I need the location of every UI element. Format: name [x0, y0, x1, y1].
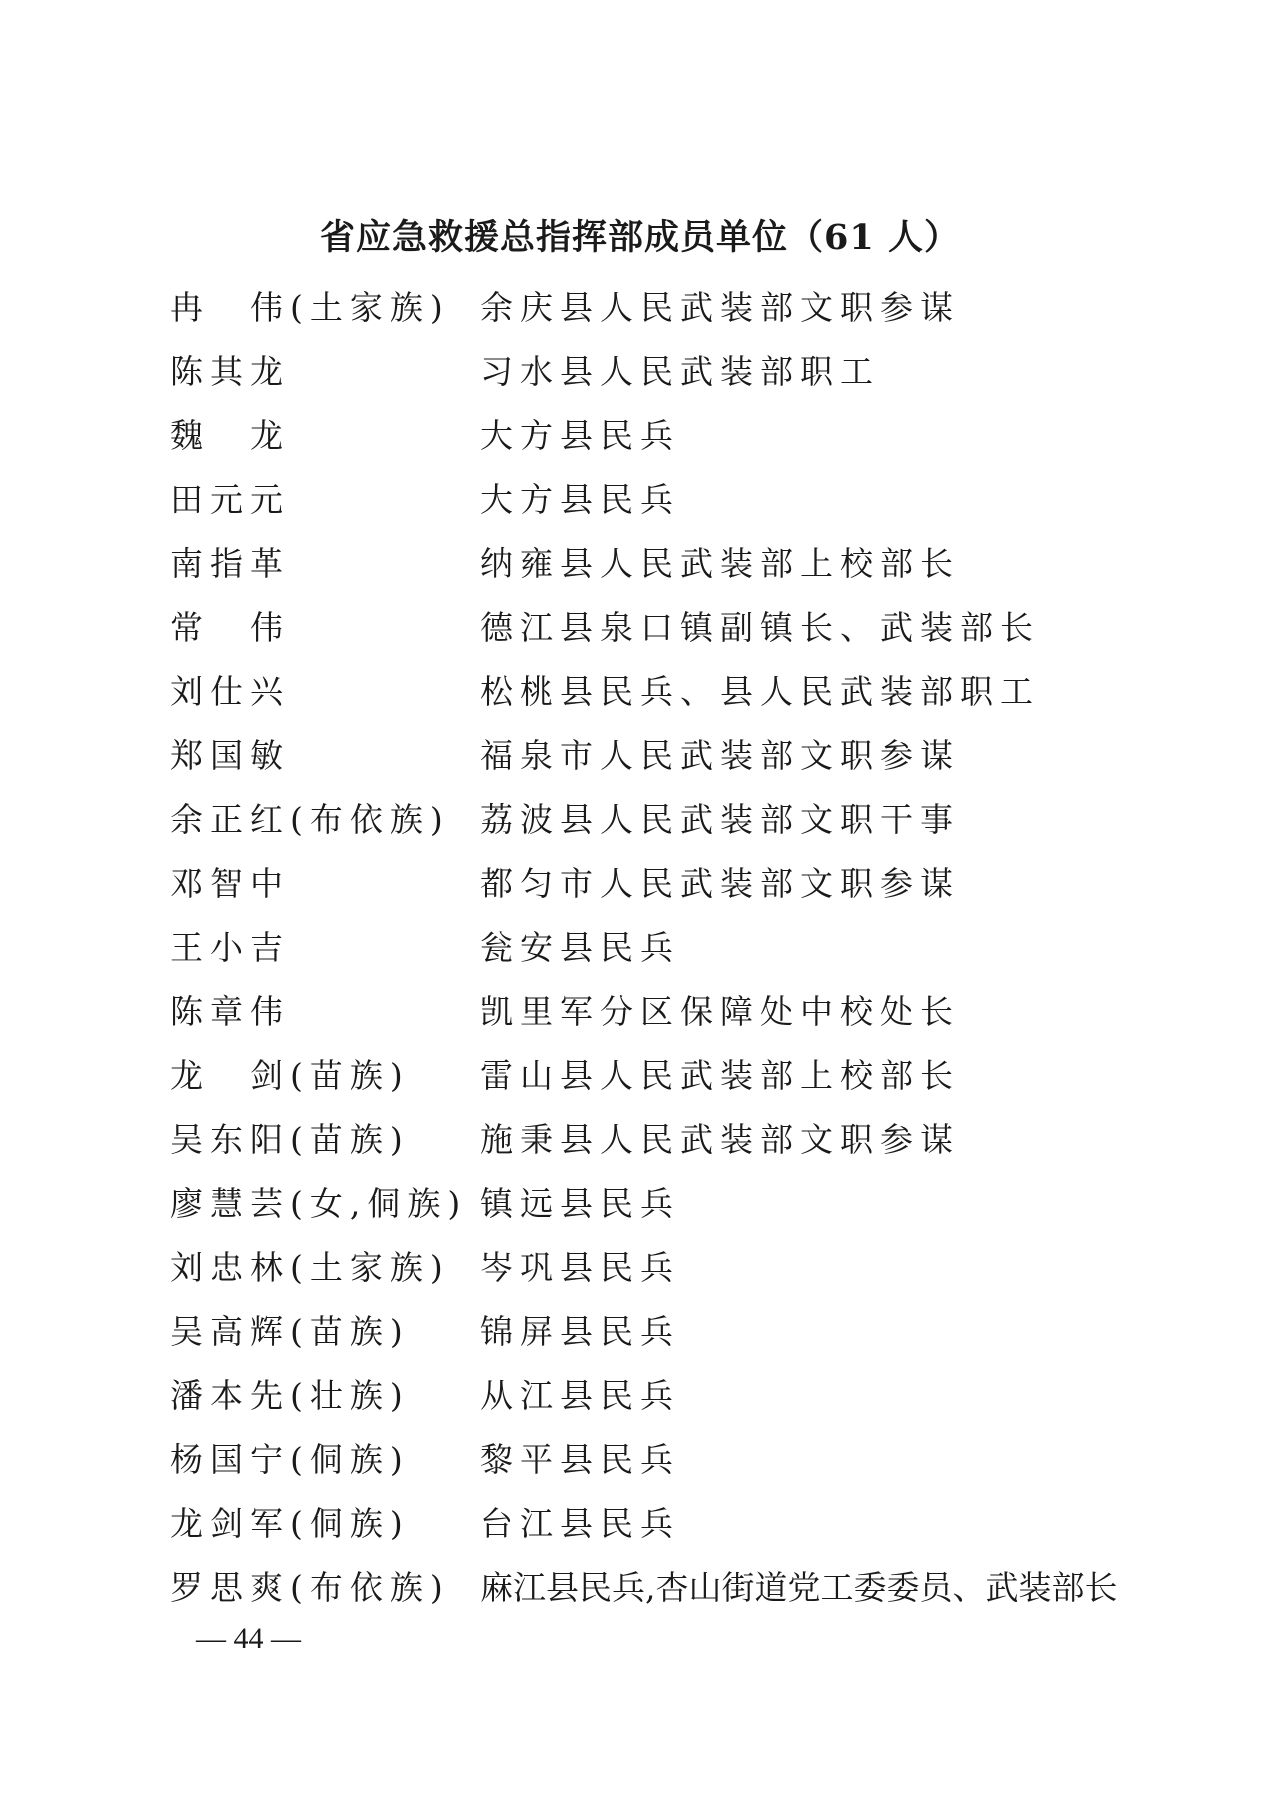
- list-item: [170, 1169, 1230, 1233]
- member-unit: 松桃县民兵、县人民武装部职工: [480, 671, 1040, 711]
- member-unit: 施秉县人民武装部文职参谋: [480, 1119, 960, 1159]
- member-unit: 德江县泉口镇副镇长、武装部长: [480, 607, 1040, 647]
- list-item: [170, 977, 1230, 1041]
- list-item: [170, 401, 1230, 465]
- member-unit: 习水县人民武装部职工: [480, 351, 880, 391]
- list-item: [170, 913, 1230, 977]
- list-item: [170, 337, 1230, 401]
- list-item: [170, 721, 1230, 785]
- member-name: 龙剑军(侗族): [170, 1503, 410, 1543]
- member-unit: 雷山县人民武装部上校部长: [480, 1055, 960, 1095]
- member-name: 常 伟: [170, 607, 290, 647]
- member-unit: 余庆县人民武装部文职参谋: [480, 287, 960, 327]
- member-unit: 大方县民兵: [480, 479, 680, 519]
- member-unit: 纳雍县人民武装部上校部长: [480, 543, 960, 583]
- member-name: 吴高辉(苗族): [170, 1311, 410, 1351]
- list-item: [170, 785, 1230, 849]
- page-title: 省应急救援总指挥部成员单位（61 人）: [320, 217, 960, 258]
- member-unit: 大方县民兵: [480, 415, 680, 455]
- member-name: 陈其龙: [170, 351, 290, 391]
- member-name: 南指革: [170, 543, 290, 583]
- member-name: 杨国宁(侗族): [170, 1439, 410, 1479]
- member-unit: 凯里军分区保障处中校处长: [480, 991, 960, 1031]
- list-item: [170, 465, 1230, 529]
- member-unit: 荔波县人民武装部文职干事: [480, 799, 960, 839]
- list-item: [170, 1233, 1230, 1297]
- member-name: 陈章伟: [170, 991, 290, 1031]
- member-unit: 黎平县民兵: [480, 1439, 680, 1479]
- member-name: 余正红(布依族): [170, 799, 450, 839]
- member-name: 邓智中: [170, 863, 290, 903]
- member-name: 廖慧芸(女,侗族): [170, 1183, 468, 1223]
- page-number: — 44 —: [196, 1622, 301, 1655]
- member-name: 魏 龙: [170, 415, 290, 455]
- member-unit: 麻江县民兵,杏山街道党工委委员、武装部长: [480, 1567, 1118, 1607]
- member-name: 吴东阳(苗族): [170, 1119, 410, 1159]
- list-item: [170, 529, 1230, 593]
- list-item: [170, 593, 1230, 657]
- list-item: [170, 849, 1230, 913]
- member-name: 田元元: [170, 479, 290, 519]
- member-name: 王小吉: [170, 927, 290, 967]
- member-unit: 瓮安县民兵: [480, 927, 680, 967]
- list-item: [170, 1361, 1230, 1425]
- member-unit: 镇远县民兵: [480, 1183, 680, 1223]
- member-name: 潘本先(壮族): [170, 1375, 410, 1415]
- member-list: [170, 273, 1230, 1617]
- member-name: 龙 剑(苗族): [170, 1055, 410, 1095]
- list-item: [170, 1105, 1230, 1169]
- list-item: [170, 273, 1230, 337]
- member-name: 冉 伟(土家族): [170, 287, 450, 327]
- list-item: [170, 657, 1230, 721]
- member-unit: 岑巩县民兵: [480, 1247, 680, 1287]
- member-name: 刘忠林(土家族): [170, 1247, 450, 1287]
- list-item: [170, 1041, 1230, 1105]
- list-item: [170, 1297, 1230, 1361]
- member-unit: 锦屏县民兵: [480, 1311, 680, 1351]
- list-item: [170, 1553, 1230, 1617]
- member-unit: 都匀市人民武装部文职参谋: [480, 863, 960, 903]
- member-name: 郑国敏: [170, 735, 290, 775]
- list-item: [170, 1489, 1230, 1553]
- member-unit: 台江县民兵: [480, 1503, 680, 1543]
- member-name: 罗思爽(布依族): [170, 1567, 450, 1607]
- member-name: 刘仕兴: [170, 671, 290, 711]
- list-item: [170, 1425, 1230, 1489]
- member-unit: 从江县民兵: [480, 1375, 680, 1415]
- member-unit: 福泉市人民武装部文职参谋: [480, 735, 960, 775]
